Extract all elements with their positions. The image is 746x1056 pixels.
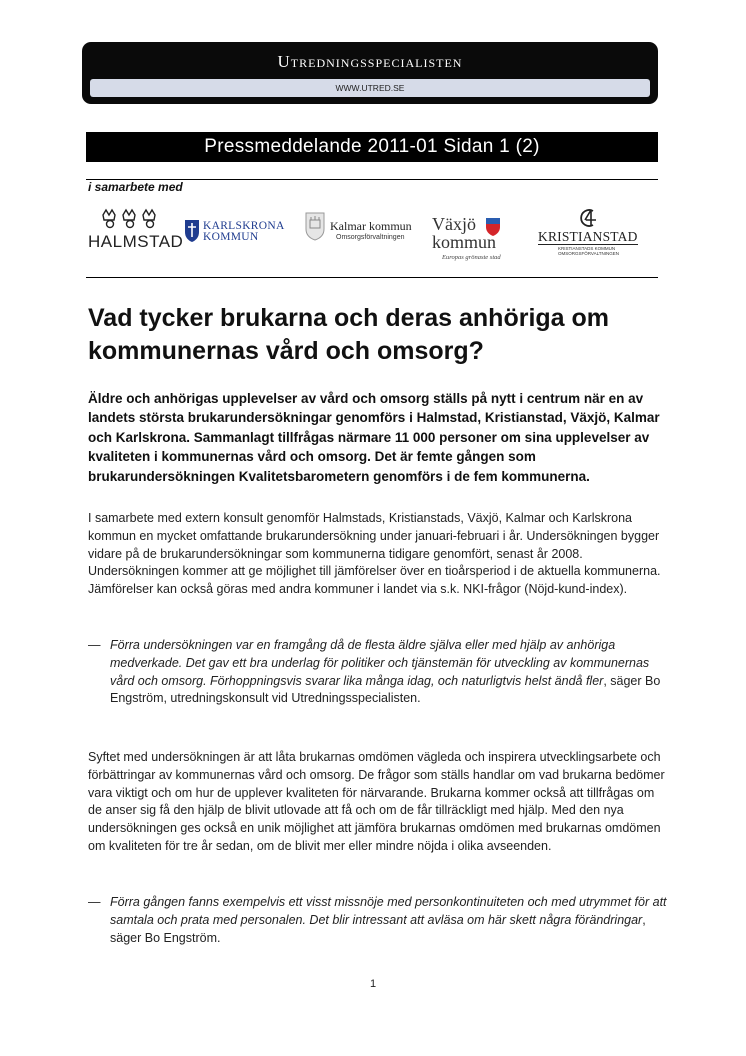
karlskrona-crest-icon — [183, 217, 201, 243]
quote-body — [110, 894, 668, 947]
crowns-icon — [100, 207, 160, 229]
vaxjo-line2: kommun — [432, 232, 497, 252]
kristianstad-line1: KRISTIANSTAD — [538, 229, 638, 244]
halmstad-logo — [88, 207, 184, 257]
lead-paragraph: Äldre och anhörigas upplevelser av vård och omsorg ställs på nytt i centrum när en av landets största brukarundersökningar genomförs i Halmstad, Kristianstad, Växjö, Kalmar och Karlskrona. Sammanlagt tillfrågas närmare 11 000 personer om sina upplevelser av kvaliteten i kommunernas vård och omsorg. Det är femte gången som brukarundersökningen Kvalitetsbarometern genomförs i de fem kommunerna. — [88, 391, 660, 484]
quote-dash: — — [88, 638, 101, 652]
body-paragraph-2: Syftet med undersökningen är att låta brukarnas omdömen vägleda och inspirera utvecklingsarbete och förbättringar av kommunernas vård och omsorg. De frågor som ställs handlar om vad brukarna bedömer vara viktigt och om hur de upplever kvaliteten för närvarande. Brukarna kommer också att tillfrågas om de anser sig få den hjälp de blivit utlovade att få och om de får tillräckligt med hjälp. Med den nya undersökningen ges också en unik möjlighet att jämföra brukarnas omdömen med brukarnas omdömen om kvaliteten för tre år sedan, om de blivit mer eller mindre nöjda i olika avseenden. — [88, 750, 665, 853]
quote-body — [110, 637, 668, 708]
quote-2 — [88, 894, 668, 947]
quote-dash: — — [88, 895, 101, 909]
article-headline: Vad tycker brukarna och deras anhöriga om kommunernas vård och omsorg? — [88, 304, 610, 365]
kalmar-logo — [304, 210, 419, 250]
quote-text: Förra undersökningen var en framgång då de flesta äldre själva eller med hjälp av anhöriga medverkade. Det gav ett bra underlag för politiker och tjänstemän för utveckling av kommunernas vård och omsorg. Förhoppningsvis svarar lika många idag, och naturligtvis helst ändå fler — [110, 638, 650, 688]
vaxjo-line1: Växjö — [432, 214, 476, 234]
kalmar-line2: Omsorgsförvaltningen — [336, 234, 405, 241]
kalmar-line1: Kalmar kommun — [330, 219, 412, 233]
quote-attribution: , säger Bo Engström, utredningskonsult vid Utredningsspecialisten. — [110, 673, 661, 706]
kristianstad-line3: OMSORGSFÖRVALTNINGEN — [558, 251, 620, 256]
kalmar-crest-icon — [304, 210, 326, 242]
karlskrona-line1: KARLSKRONA — [203, 220, 285, 232]
quote-attribution: , säger Bo Engström. — [110, 912, 646, 945]
kristianstad-c4-icon — [578, 207, 600, 229]
page-number: 1 — [369, 978, 377, 990]
kristianstad-logo — [536, 207, 646, 257]
header-banner — [82, 42, 658, 104]
brand-title: Utredningsspecialisten — [277, 52, 463, 71]
body-paragraph-1: I samarbete med extern konsult genomför Halmstads, Kristianstads, Växjö, Kalmar och Karlskrona kommun en mycket omfattande brukarundersökning under januari-februari i år. Undersökningen bygger vidare på de brukarundersökningar som kommunerna tidigare genomfört, senast år 2008. Undersökningen kommer att ge möjlighet till jämförelser över en tioårsperiod i de aktuella kommunerna. Jämförelser kan också göras med andra kommuner i landet via s.k. NKI-frågor (Nöjd-kund-index). — [88, 511, 661, 597]
quote-text: Förra gången fanns exempelvis ett visst missnöje med personkontinuiteten och med utrymmet för att samtala och prata med personalen. Det blir intressant att avläsa om här skett några förändringar — [110, 895, 667, 927]
karlskrona-logo — [183, 217, 293, 247]
website-url[interactable]: WWW.UTRED.SE — [90, 79, 650, 97]
press-release-title: Pressmeddelande 2011-01 Sidan 1 (2) — [86, 132, 658, 162]
karlskrona-line2: KOMMUN — [203, 231, 259, 243]
vaxjo-tagline: Europas grönaste stad — [442, 254, 501, 261]
vaxjo-logo — [432, 214, 512, 266]
collaboration-label: i samarbete med — [88, 180, 183, 194]
quote-1 — [88, 637, 668, 708]
kristianstad-line2: KRISTIANSTADS KOMMUN — [558, 246, 616, 251]
divider-bottom — [86, 277, 658, 278]
halmstad-text: HALMSTAD — [88, 232, 184, 251]
